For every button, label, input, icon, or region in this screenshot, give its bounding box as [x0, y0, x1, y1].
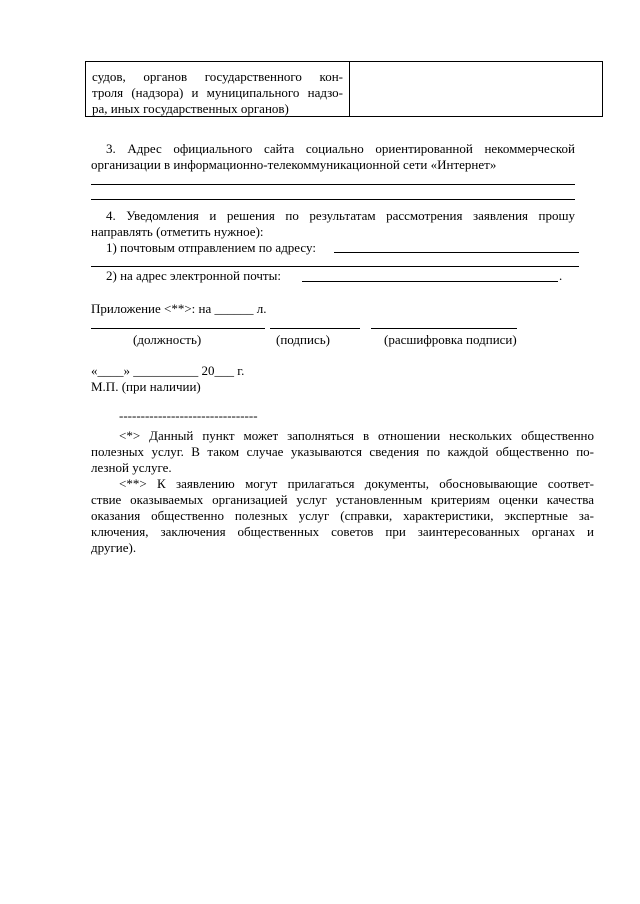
section4-line2: направлять (отметить нужное):: [91, 224, 264, 239]
footnote1-line: лезной услуге.: [91, 460, 172, 475]
signature-caption: (подпись): [276, 332, 330, 347]
section3-line1: 3. Адрес официального сайта социально ориентированной некоммерческой: [106, 141, 575, 156]
section3-blank-line-1[interactable]: [91, 184, 575, 185]
position-field[interactable]: [91, 328, 265, 329]
date-line[interactable]: «____» __________ 20___ г.: [91, 363, 245, 378]
attachment-label: Приложение <**>: на ______ л.: [91, 301, 267, 316]
footnote2-line: ствие оказываемых организацией услуг установленным критериям оценки качества: [91, 492, 594, 507]
section4-option2: 2) на адрес электронной почты:: [106, 268, 281, 283]
table-fragment: [85, 61, 603, 117]
footnote2-line: оказания общественно полезных услуг (справки, характеристики, экспертные за-: [91, 508, 594, 523]
section3-blank-line-2[interactable]: [91, 199, 575, 200]
footnote-separator: --------------------------------: [119, 408, 258, 423]
table-cell-line: троля (надзора) и муниципального надзо-: [92, 85, 343, 100]
footnote2-line: ключения, заключения общественных советов при заинтересованных органах и: [91, 524, 594, 539]
section4-option2-end: .: [559, 268, 563, 283]
postal-address-field-line2[interactable]: [91, 266, 579, 267]
section4-line1: 4. Уведомления и решения по результатам рассмотрения заявления прошу: [106, 208, 575, 223]
position-caption: (должность): [133, 332, 202, 347]
postal-address-field[interactable]: [334, 252, 579, 253]
table-cell-left: [86, 62, 350, 116]
signature-field[interactable]: [270, 328, 360, 329]
table-cell-line: судов, органов государственного кон-: [92, 69, 343, 84]
stamp-note: М.П. (при наличии): [91, 379, 201, 394]
footnote2-line: другие).: [91, 540, 137, 555]
signature-decode-caption: (расшифровка подписи): [384, 332, 517, 347]
footnote2-line: <**> К заявлению могут прилагаться документы, обосновывающие соответ-: [119, 476, 594, 491]
signature-decode-field[interactable]: [371, 328, 517, 329]
section3-line2: организации в информационно-телекоммуникационной сети «Интернет»: [91, 157, 497, 172]
table-cell-line: ра, иных государственных органов): [92, 101, 289, 116]
table-cell-right: [350, 62, 602, 116]
footnote1-line: полезных услуг. В таком случае указываются сведения по каждой общественно по-: [91, 444, 594, 459]
section4-option1: 1) почтовым отправлением по адресу:: [106, 240, 316, 255]
footnote1-line: <*> Данный пункт может заполняться в отношении нескольких общественно: [119, 428, 594, 443]
email-field[interactable]: [302, 281, 558, 282]
